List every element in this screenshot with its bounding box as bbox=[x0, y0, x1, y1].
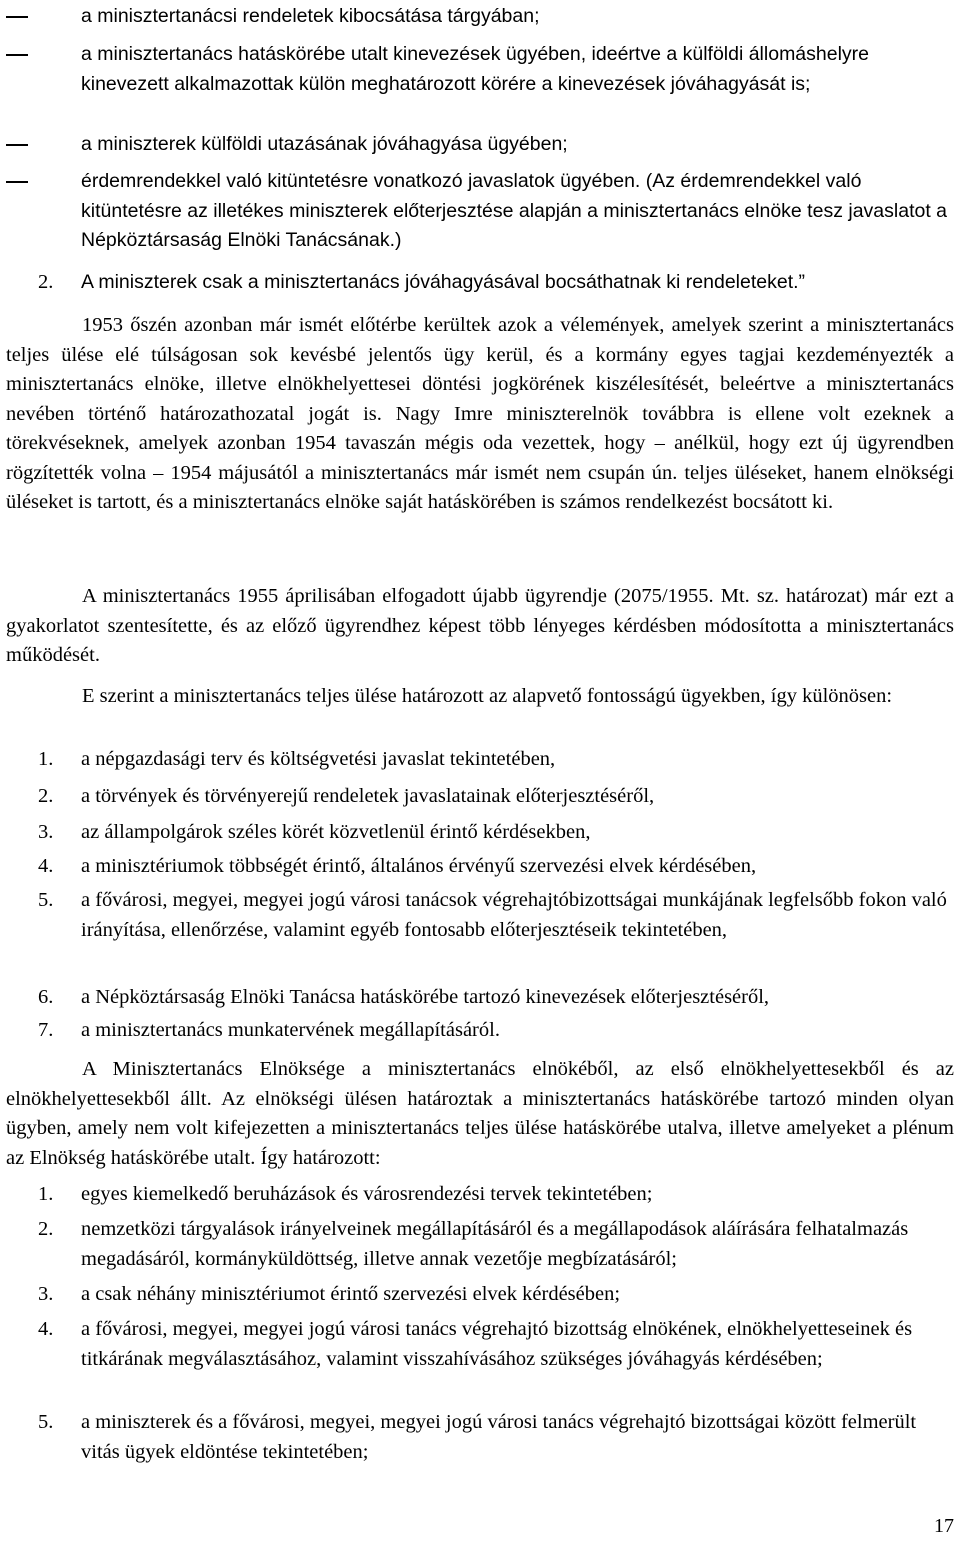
dash-list-item bbox=[6, 40, 954, 99]
numbered-item bbox=[6, 1180, 954, 1210]
item-number: 4. bbox=[38, 1318, 54, 1340]
paragraph-1953: 1953 őszén azonban már ismét előtérbe kerültek azok a vélemények, amelyek szerint a minisztertanács teljes ülése elé túlságosan sok kevésbé jelentős ügy kerül, és a kormány egyes tagjai kezdeményezték a minisztertanács elnöke, illetve elnökhelyettesei döntési jogkörének kiszélesítését, beleértve a minisztertanács nevében történő határozathozatal jogát is. Nagy Imre miniszterelnök továbbra is ellene volt ezeknek a törekvéseknek, amelyek azonban 1954 tavaszán mégis oda vezettek, hogy – anélkül, hogy ezt új ügyrendben rögzítették volna – 1954 májusától a minisztertanács már ismét nem csupán ún. teljes üléseket, hanem elnökségi üléseket is tartott, és a minisztertanács elnöke saját hatáskörében is számos rendelkezést bocsátott ki. bbox=[6, 314, 954, 513]
numbered-item bbox=[6, 852, 954, 882]
page-number: 17 bbox=[934, 1515, 954, 1537]
item-number: 7. bbox=[38, 1019, 54, 1041]
dash-bullet bbox=[6, 181, 28, 183]
list-item-text: érdemrendekkel való kitüntetésre vonatkozó javaslatok ügyében. (Az érdemrendekkel való kitüntetésre az illetékes miniszterek előterjesztése alapján a minisztertanács elnöke tesz javaslatot a Népköztársaság Elnöki Tanácsának.) bbox=[81, 170, 948, 251]
item-number: 3. bbox=[38, 1283, 54, 1305]
dash-bullet bbox=[6, 144, 28, 146]
numbered-item bbox=[6, 745, 954, 775]
item-number: 6. bbox=[38, 986, 54, 1008]
item-text: a minisztertanács munkatervének megállapításáról. bbox=[81, 1019, 500, 1041]
numbered-item bbox=[6, 886, 954, 945]
item-text: a Népköztársaság Elnöki Tanácsa hatáskörébe tartozó kinevezések előterjesztéséről, bbox=[81, 986, 770, 1008]
numbered-item bbox=[6, 1315, 954, 1374]
item-number: 5. bbox=[38, 889, 54, 911]
item-text: a minisztériumok többségét érintő, általános érvényű szervezési elvek kérdésében, bbox=[81, 855, 757, 877]
dash-list-item bbox=[6, 2, 954, 32]
item-number: 2. bbox=[38, 1218, 54, 1240]
list-item-text: a miniszterek külföldi utazásának jóváhagyása ügyében; bbox=[81, 133, 568, 155]
paragraph-1955: A minisztertanács 1955 áprilisában elfogadott újabb ügyrendje (2075/1955. Mt. sz. határozat) már ezt a gyakorlatot szentesítette, és az előző ügyrendhez képest több lényeges kérdésben módosította a minisztertanács működését. bbox=[6, 585, 954, 666]
paragraph-e-szerint: E szerint a minisztertanács teljes ülése határozott az alapvető fontosságú ügyekben, így különösen: bbox=[82, 685, 893, 707]
dash-list-item bbox=[6, 167, 954, 256]
item-text: a fővárosi, megyei, megyei jogú városi tanácsok végrehajtóbizottságai munkájának legfelsőbb fokon való irányítása, ellenőrzése, valamint egyéb fontosabb előterjesztéseik tekintetében, bbox=[81, 889, 947, 941]
numbered-item bbox=[6, 1408, 954, 1467]
numbered-item bbox=[6, 1215, 954, 1274]
numbered-item bbox=[6, 1016, 954, 1046]
item-text: a miniszterek és a fővárosi, megyei, megyei jogú városi tanács végrehajtó bizottságai között felmerült vitás ügyek eldöntése tekintetében; bbox=[81, 1411, 917, 1463]
item-number: 2. bbox=[38, 271, 54, 293]
item-number: 1. bbox=[38, 1183, 54, 1205]
paragraph-elnokseg: A Minisztertanács Elnöksége a minisztertanács elnökéből, az első elnökhelyettesekből és az elnökhelyettesekből állt. Az elnökségi ülésen határoztak a minisztertanács hatáskörébe tartozó minden olyan ügyben, amely nem volt kifejezetten a minisztertanács teljes ülése hatáskörébe utalva, illetve amelyeket a plénum az Elnökség hatáskörébe utalt. Így határozott: bbox=[6, 1058, 954, 1169]
dash-bullet bbox=[6, 16, 28, 18]
item-number: 4. bbox=[38, 855, 54, 877]
dash-list-item bbox=[6, 130, 954, 160]
item-text: a csak néhány minisztériumot érintő szervezési elvek kérdésében; bbox=[81, 1283, 621, 1305]
item-text: egyes kiemelkedő beruházások és városrendezési tervek tekintetében; bbox=[81, 1183, 653, 1205]
numbered-item bbox=[6, 1280, 954, 1310]
item-text: a fővárosi, megyei, megyei jogú városi tanács végrehajtó bizottság elnökének, elnökhelyetteseinek és titkárának megválasztásához, valamint visszahívásához szükséges jóváhagyás kérdésében; bbox=[81, 1318, 913, 1370]
list-item-text: a minisztertanácsi rendeletek kibocsátása tárgyában; bbox=[81, 5, 540, 27]
item-number: 1. bbox=[38, 748, 54, 770]
item-text: a népgazdasági terv és költségvetési javaslat tekintetében, bbox=[81, 748, 556, 770]
item-text: nemzetközi tárgyalások irányelveinek megállapításáról és a megállapodások aláírására felhatalmazás megadásáról, kormányküldöttség, illetve annak vezetője megbízatásáról; bbox=[81, 1218, 909, 1270]
item-number: 5. bbox=[38, 1411, 54, 1433]
item-text: A miniszterek csak a minisztertanács jóváhagyásával bocsáthatnak ki rendeleteket.” bbox=[81, 271, 806, 293]
item-number: 2. bbox=[38, 785, 54, 807]
item-number: 3. bbox=[38, 821, 54, 843]
list-item-text: a minisztertanács hatáskörébe utalt kinevezések ügyében, ideértve a külföldi állomáshelyre kinevezett alkalmazottak külön meghatározott körére a kinevezések jóváhagyását is; bbox=[81, 43, 870, 95]
dash-bullet bbox=[6, 54, 28, 56]
numbered-item bbox=[6, 983, 954, 1013]
item-text: a törvények és törvényerejű rendeletek javaslatainak előterjesztéséről, bbox=[81, 785, 655, 807]
item-text: az állampolgárok széles körét közvetlenül érintő kérdésekben, bbox=[81, 821, 591, 843]
numbered-item bbox=[6, 782, 954, 812]
numbered-item bbox=[0, 268, 948, 298]
numbered-item bbox=[6, 818, 954, 848]
